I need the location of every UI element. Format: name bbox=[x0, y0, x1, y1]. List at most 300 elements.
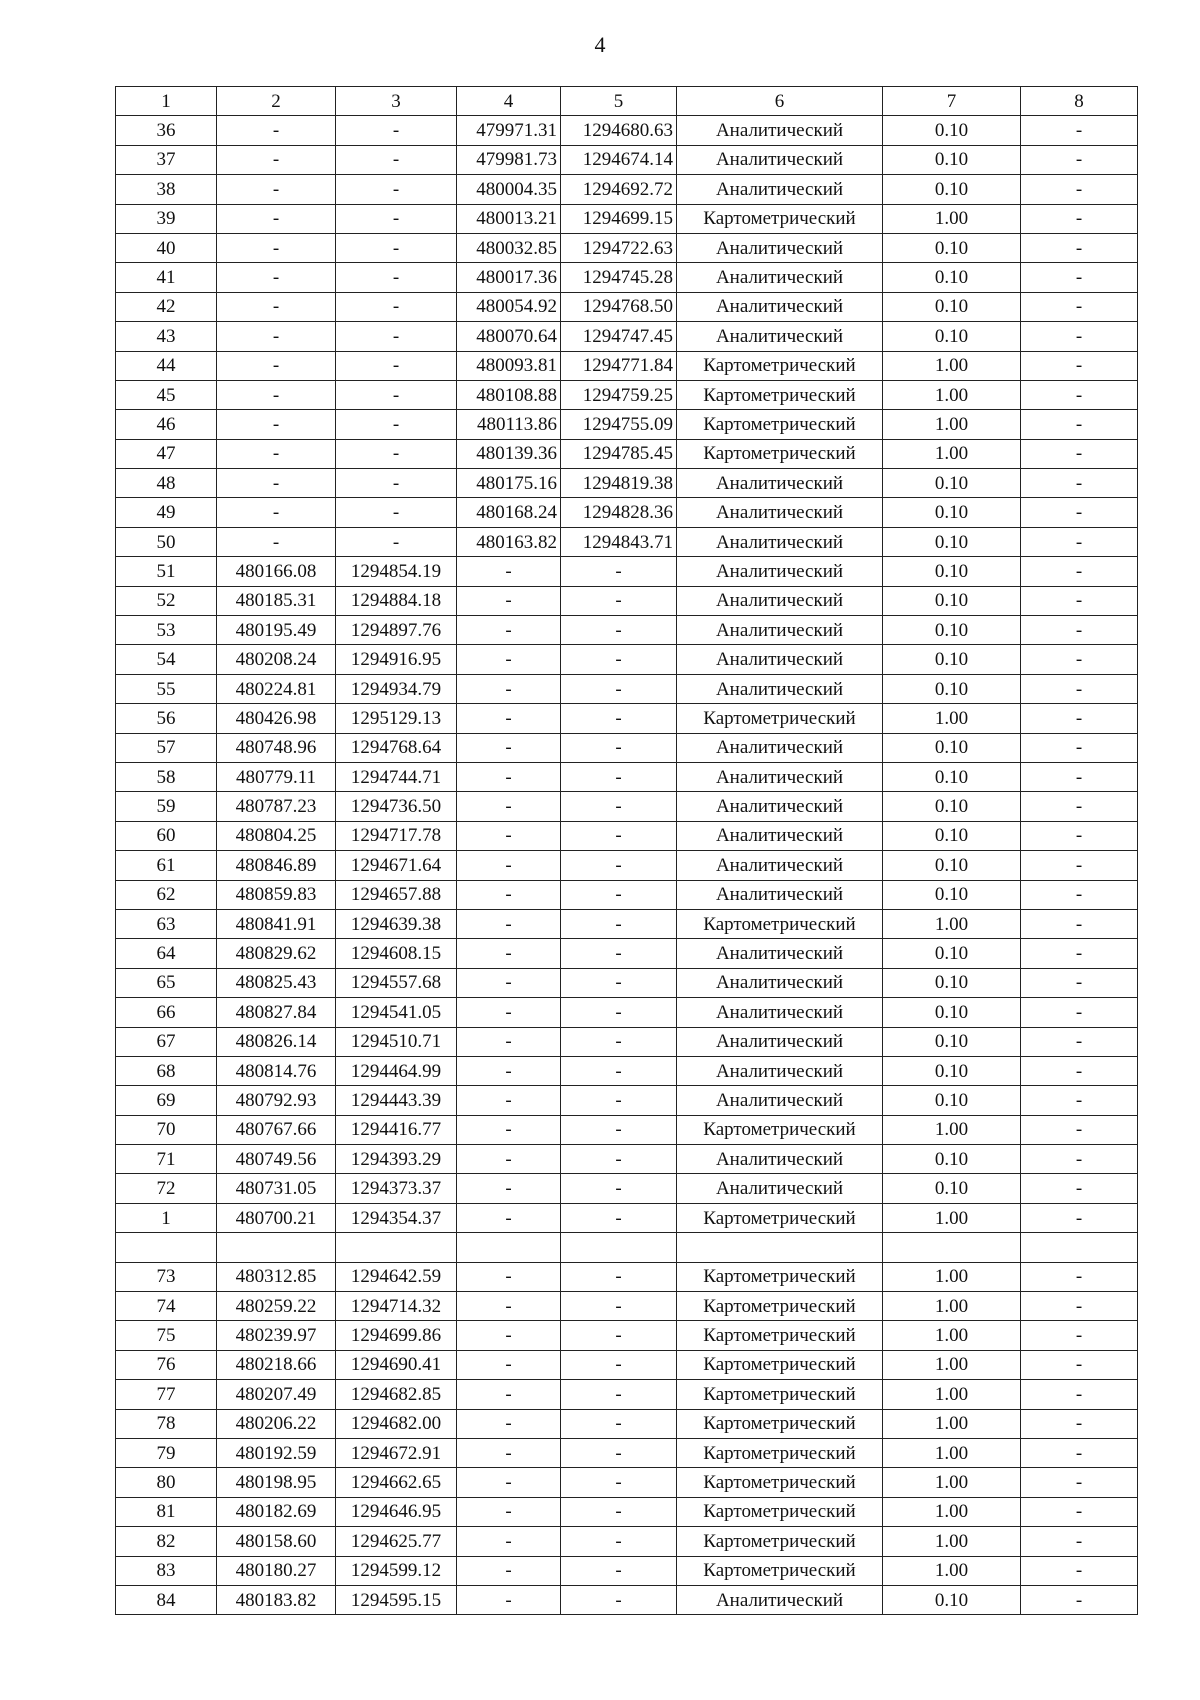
table-row bbox=[116, 1292, 1138, 1321]
table-cell: Аналитический bbox=[677, 263, 883, 292]
table-cell: Аналитический bbox=[677, 233, 883, 262]
table-cell: 1.00 bbox=[883, 1438, 1021, 1467]
table-cell: - bbox=[457, 1086, 561, 1115]
table-cell: - bbox=[336, 410, 457, 439]
table-cell: - bbox=[217, 175, 336, 204]
table-cell: 1294692.72 bbox=[561, 175, 677, 204]
table-cell: - bbox=[217, 233, 336, 262]
table-cell: 67 bbox=[116, 1027, 217, 1056]
table-row bbox=[116, 1497, 1138, 1526]
table-cell: 480218.66 bbox=[217, 1350, 336, 1379]
table-row bbox=[116, 1056, 1138, 1085]
table-cell: Аналитический bbox=[677, 851, 883, 880]
table-cell: - bbox=[1021, 674, 1138, 703]
table-cell: - bbox=[217, 410, 336, 439]
table-cell: - bbox=[561, 1497, 677, 1526]
table-cell: - bbox=[1021, 527, 1138, 556]
table-cell: - bbox=[1021, 1262, 1138, 1291]
table-cell: - bbox=[1021, 1145, 1138, 1174]
table-row bbox=[116, 1233, 1138, 1262]
table-cell: - bbox=[1021, 1497, 1138, 1526]
table-cell: 1294599.12 bbox=[336, 1556, 457, 1585]
table-cell: 1.00 bbox=[883, 1262, 1021, 1291]
table-cell bbox=[1021, 1233, 1138, 1262]
table-row bbox=[116, 762, 1138, 791]
table-cell: - bbox=[561, 704, 677, 733]
table-cell: 1294625.77 bbox=[336, 1527, 457, 1556]
table-cell: 1294690.41 bbox=[336, 1350, 457, 1379]
table-cell: 480166.08 bbox=[217, 557, 336, 586]
header-row bbox=[116, 87, 1138, 116]
table-cell: - bbox=[457, 1027, 561, 1056]
table-cell: 0.10 bbox=[883, 527, 1021, 556]
table-cell: - bbox=[457, 733, 561, 762]
table-cell: - bbox=[1021, 233, 1138, 262]
table-cell: Картометрический bbox=[677, 1527, 883, 1556]
table-cell: 1294819.38 bbox=[561, 469, 677, 498]
table-cell: - bbox=[1021, 1086, 1138, 1115]
table-cell: Картометрический bbox=[677, 410, 883, 439]
table-cell: - bbox=[457, 1262, 561, 1291]
table-row bbox=[116, 1174, 1138, 1203]
table-cell: - bbox=[561, 1292, 677, 1321]
table-cell: 480206.22 bbox=[217, 1409, 336, 1438]
table-cell: 1294674.14 bbox=[561, 145, 677, 174]
table-row bbox=[116, 1556, 1138, 1585]
table-cell: - bbox=[561, 909, 677, 938]
table-cell: - bbox=[457, 1145, 561, 1174]
table-cell: - bbox=[1021, 1115, 1138, 1144]
table-cell: 0.10 bbox=[883, 792, 1021, 821]
column-header: 4 bbox=[457, 87, 561, 116]
table-cell: 480814.76 bbox=[217, 1056, 336, 1085]
table-cell: - bbox=[1021, 1556, 1138, 1585]
table-cell: - bbox=[1021, 704, 1138, 733]
table-cell: 1.00 bbox=[883, 1203, 1021, 1232]
table-row bbox=[116, 1145, 1138, 1174]
table-row bbox=[116, 1409, 1138, 1438]
table-cell: 1294934.79 bbox=[336, 674, 457, 703]
table-cell: 0.10 bbox=[883, 851, 1021, 880]
table-row bbox=[116, 204, 1138, 233]
table-cell: - bbox=[561, 1086, 677, 1115]
table-cell: Картометрический bbox=[677, 1468, 883, 1497]
table-cell: 0.10 bbox=[883, 175, 1021, 204]
table-cell: - bbox=[457, 1527, 561, 1556]
table-cell: 73 bbox=[116, 1262, 217, 1291]
table-cell: 79 bbox=[116, 1438, 217, 1467]
table-cell: 74 bbox=[116, 1292, 217, 1321]
table-cell: - bbox=[561, 1321, 677, 1350]
table-cell: Картометрический bbox=[677, 704, 883, 733]
table-cell: - bbox=[561, 968, 677, 997]
table-cell: 1.00 bbox=[883, 410, 1021, 439]
table-row bbox=[116, 733, 1138, 762]
table-cell: - bbox=[217, 116, 336, 145]
table-cell: 1294354.37 bbox=[336, 1203, 457, 1232]
table-cell: Картометрический bbox=[677, 1292, 883, 1321]
table-cell: 1294557.68 bbox=[336, 968, 457, 997]
table-cell: - bbox=[1021, 762, 1138, 791]
table-row bbox=[116, 1203, 1138, 1232]
table-cell: 0.10 bbox=[883, 821, 1021, 850]
table-cell bbox=[116, 1233, 217, 1262]
table-cell: 59 bbox=[116, 792, 217, 821]
table-cell: 480827.84 bbox=[217, 998, 336, 1027]
table-cell: Картометрический bbox=[677, 351, 883, 380]
table-cell: 0.10 bbox=[883, 616, 1021, 645]
table-cell: - bbox=[217, 527, 336, 556]
table-row bbox=[116, 380, 1138, 409]
table-cell: 480013.21 bbox=[457, 204, 561, 233]
table-cell: 69 bbox=[116, 1086, 217, 1115]
table-cell: Картометрический bbox=[677, 1115, 883, 1144]
table-cell: - bbox=[561, 1468, 677, 1497]
table-cell: 65 bbox=[116, 968, 217, 997]
table-cell: - bbox=[1021, 557, 1138, 586]
table-cell: - bbox=[561, 1585, 677, 1614]
table-cell: - bbox=[336, 351, 457, 380]
table-cell: - bbox=[561, 821, 677, 850]
table-cell: - bbox=[561, 674, 677, 703]
table-cell: - bbox=[561, 1262, 677, 1291]
table-cell: 0.10 bbox=[883, 968, 1021, 997]
table-cell: - bbox=[1021, 380, 1138, 409]
table-cell: 1294639.38 bbox=[336, 909, 457, 938]
table-cell: - bbox=[457, 586, 561, 615]
table-cell: 480312.85 bbox=[217, 1262, 336, 1291]
table-cell: 480239.97 bbox=[217, 1321, 336, 1350]
table-cell: - bbox=[561, 1556, 677, 1585]
table-cell: Картометрический bbox=[677, 1350, 883, 1379]
table-cell: 480207.49 bbox=[217, 1380, 336, 1409]
table-cell: 1294608.15 bbox=[336, 939, 457, 968]
table-cell: 54 bbox=[116, 645, 217, 674]
table-row bbox=[116, 704, 1138, 733]
column-header: 3 bbox=[336, 87, 457, 116]
table-cell: 480185.31 bbox=[217, 586, 336, 615]
table-cell: 0.10 bbox=[883, 1086, 1021, 1115]
table-cell: 1.00 bbox=[883, 1497, 1021, 1526]
table-row bbox=[116, 322, 1138, 351]
table-cell: 1294416.77 bbox=[336, 1115, 457, 1144]
table-cell: - bbox=[1021, 1174, 1138, 1203]
table-row bbox=[116, 792, 1138, 821]
table-cell: 66 bbox=[116, 998, 217, 1027]
table-cell: - bbox=[1021, 1409, 1138, 1438]
table-cell: 1294510.71 bbox=[336, 1027, 457, 1056]
table-cell: - bbox=[457, 762, 561, 791]
table-cell: 40 bbox=[116, 233, 217, 262]
table-cell: 480183.82 bbox=[217, 1585, 336, 1614]
table-cell: - bbox=[561, 586, 677, 615]
table-cell: 84 bbox=[116, 1585, 217, 1614]
table-cell: - bbox=[1021, 204, 1138, 233]
table-cell: - bbox=[561, 880, 677, 909]
table-cell: 51 bbox=[116, 557, 217, 586]
table-cell: 480826.14 bbox=[217, 1027, 336, 1056]
table-cell: - bbox=[457, 909, 561, 938]
table-cell: - bbox=[457, 1350, 561, 1379]
table-cell: - bbox=[1021, 263, 1138, 292]
table-cell: 37 bbox=[116, 145, 217, 174]
table-cell: Аналитический bbox=[677, 1145, 883, 1174]
table-cell: - bbox=[561, 1380, 677, 1409]
table-cell: 480829.62 bbox=[217, 939, 336, 968]
table-cell: - bbox=[561, 1174, 677, 1203]
table-row bbox=[116, 498, 1138, 527]
table-cell: 480163.82 bbox=[457, 527, 561, 556]
column-header: 2 bbox=[217, 87, 336, 116]
table-cell: 1294768.50 bbox=[561, 292, 677, 321]
table-cell: 81 bbox=[116, 1497, 217, 1526]
table-cell: 1.00 bbox=[883, 1556, 1021, 1585]
table-cell: - bbox=[1021, 1585, 1138, 1614]
table-cell: 1.00 bbox=[883, 439, 1021, 468]
table-cell: - bbox=[457, 1468, 561, 1497]
table-cell: - bbox=[457, 674, 561, 703]
table-cell: 82 bbox=[116, 1527, 217, 1556]
table-cell: - bbox=[1021, 322, 1138, 351]
table-row bbox=[116, 645, 1138, 674]
table-cell: - bbox=[561, 762, 677, 791]
table-cell: - bbox=[217, 204, 336, 233]
table-cell: - bbox=[561, 939, 677, 968]
column-header: 8 bbox=[1021, 87, 1138, 116]
table-cell bbox=[217, 1233, 336, 1262]
table-cell: - bbox=[217, 498, 336, 527]
table-cell: Аналитический bbox=[677, 998, 883, 1027]
table-cell: - bbox=[457, 616, 561, 645]
table-cell: - bbox=[457, 939, 561, 968]
table-cell: - bbox=[457, 821, 561, 850]
table-cell: 1294768.64 bbox=[336, 733, 457, 762]
table-cell: - bbox=[1021, 939, 1138, 968]
table-cell: 56 bbox=[116, 704, 217, 733]
table-cell: 0.10 bbox=[883, 586, 1021, 615]
table-cell: Аналитический bbox=[677, 792, 883, 821]
table-row bbox=[116, 968, 1138, 997]
table-cell: 1294646.95 bbox=[336, 1497, 457, 1526]
table-cell bbox=[457, 1233, 561, 1262]
table-cell: 0.10 bbox=[883, 145, 1021, 174]
table-cell: 57 bbox=[116, 733, 217, 762]
table-cell: - bbox=[561, 733, 677, 762]
table-cell: Аналитический bbox=[677, 880, 883, 909]
table-cell: 1 bbox=[116, 1203, 217, 1232]
table-cell: 1295129.13 bbox=[336, 704, 457, 733]
table-cell: - bbox=[561, 1438, 677, 1467]
table-cell: - bbox=[217, 292, 336, 321]
table-cell: - bbox=[457, 792, 561, 821]
table-cell: - bbox=[1021, 968, 1138, 997]
table-cell: 0.10 bbox=[883, 116, 1021, 145]
table-cell: 49 bbox=[116, 498, 217, 527]
table-cell: Картометрический bbox=[677, 909, 883, 938]
table-row bbox=[116, 1438, 1138, 1467]
table-cell: 78 bbox=[116, 1409, 217, 1438]
table-cell: - bbox=[561, 645, 677, 674]
table-cell: - bbox=[1021, 1380, 1138, 1409]
table-cell: - bbox=[561, 1409, 677, 1438]
table-cell: 480108.88 bbox=[457, 380, 561, 409]
table-cell: 480859.83 bbox=[217, 880, 336, 909]
table-cell: 53 bbox=[116, 616, 217, 645]
table-cell: 480093.81 bbox=[457, 351, 561, 380]
table-cell: 71 bbox=[116, 1145, 217, 1174]
table-cell: 480113.86 bbox=[457, 410, 561, 439]
table-cell: 83 bbox=[116, 1556, 217, 1585]
table-cell: 0.10 bbox=[883, 880, 1021, 909]
table-cell: - bbox=[457, 880, 561, 909]
table-cell: 480792.93 bbox=[217, 1086, 336, 1115]
table-cell: 52 bbox=[116, 586, 217, 615]
table-cell: Картометрический bbox=[677, 1380, 883, 1409]
table-cell: 1294722.63 bbox=[561, 233, 677, 262]
table-row bbox=[116, 1585, 1138, 1614]
table-cell: 0.10 bbox=[883, 1027, 1021, 1056]
table-cell: Аналитический bbox=[677, 645, 883, 674]
table-cell: - bbox=[336, 292, 457, 321]
table-row bbox=[116, 469, 1138, 498]
table-row bbox=[116, 909, 1138, 938]
table-cell: - bbox=[561, 1203, 677, 1232]
table-cell: 480017.36 bbox=[457, 263, 561, 292]
table-cell: - bbox=[336, 439, 457, 468]
table-cell: 480731.05 bbox=[217, 1174, 336, 1203]
table-cell: 1294671.64 bbox=[336, 851, 457, 880]
table-cell: 0.10 bbox=[883, 762, 1021, 791]
table-cell: 1294699.86 bbox=[336, 1321, 457, 1350]
table-cell: 70 bbox=[116, 1115, 217, 1144]
table-cell: 45 bbox=[116, 380, 217, 409]
table-cell: 1294595.15 bbox=[336, 1585, 457, 1614]
table-cell: - bbox=[1021, 175, 1138, 204]
table-cell: 43 bbox=[116, 322, 217, 351]
table-cell: - bbox=[1021, 880, 1138, 909]
table-cell: 480182.69 bbox=[217, 1497, 336, 1526]
table-cell: 480195.49 bbox=[217, 616, 336, 645]
table-cell: 48 bbox=[116, 469, 217, 498]
table-cell: - bbox=[217, 145, 336, 174]
table-cell: 42 bbox=[116, 292, 217, 321]
table-cell: - bbox=[457, 1438, 561, 1467]
table-row bbox=[116, 1086, 1138, 1115]
table-cell: 479981.73 bbox=[457, 145, 561, 174]
table-cell: 480426.98 bbox=[217, 704, 336, 733]
table-cell: 0.10 bbox=[883, 733, 1021, 762]
table-cell: - bbox=[1021, 1321, 1138, 1350]
table-row bbox=[116, 1321, 1138, 1350]
table-cell: Аналитический bbox=[677, 674, 883, 703]
table-row bbox=[116, 1027, 1138, 1056]
table-cell: - bbox=[336, 469, 457, 498]
table-row bbox=[116, 1527, 1138, 1556]
table-cell: 64 bbox=[116, 939, 217, 968]
table-cell: - bbox=[457, 1292, 561, 1321]
table-cell: - bbox=[561, 1527, 677, 1556]
table-cell: - bbox=[1021, 1292, 1138, 1321]
table-cell: 60 bbox=[116, 821, 217, 850]
table-cell: 1294884.18 bbox=[336, 586, 457, 615]
table-cell: 0.10 bbox=[883, 557, 1021, 586]
table-cell bbox=[883, 1233, 1021, 1262]
table-cell: Аналитический bbox=[677, 586, 883, 615]
table-cell: Картометрический bbox=[677, 1262, 883, 1291]
table-cell: 1.00 bbox=[883, 351, 1021, 380]
table-row bbox=[116, 1468, 1138, 1497]
table-row bbox=[116, 1350, 1138, 1379]
table-cell: Аналитический bbox=[677, 527, 883, 556]
table-cell: Аналитический bbox=[677, 1086, 883, 1115]
table-cell: 480192.59 bbox=[217, 1438, 336, 1467]
table-cell: 1.00 bbox=[883, 1468, 1021, 1497]
table-cell: 480767.66 bbox=[217, 1115, 336, 1144]
table-cell: - bbox=[561, 1145, 677, 1174]
table-cell: 480825.43 bbox=[217, 968, 336, 997]
table-row bbox=[116, 527, 1138, 556]
table-cell: - bbox=[1021, 586, 1138, 615]
table-cell: 1.00 bbox=[883, 1292, 1021, 1321]
table-cell: 62 bbox=[116, 880, 217, 909]
table-cell: 1294642.59 bbox=[336, 1262, 457, 1291]
table-cell: - bbox=[561, 1115, 677, 1144]
table-cell: - bbox=[1021, 498, 1138, 527]
table-cell: - bbox=[1021, 439, 1138, 468]
table-cell: - bbox=[457, 1409, 561, 1438]
table-cell: Аналитический bbox=[677, 1027, 883, 1056]
table-cell: Аналитический bbox=[677, 116, 883, 145]
table-cell: 480779.11 bbox=[217, 762, 336, 791]
table-cell: Аналитический bbox=[677, 145, 883, 174]
table-cell: 0.10 bbox=[883, 263, 1021, 292]
table-cell: 480748.96 bbox=[217, 733, 336, 762]
table-cell: Аналитический bbox=[677, 762, 883, 791]
table-cell: 36 bbox=[116, 116, 217, 145]
table-cell bbox=[561, 1233, 677, 1262]
table-cell: 1294717.78 bbox=[336, 821, 457, 850]
table-cell bbox=[677, 1233, 883, 1262]
table-cell: - bbox=[457, 1115, 561, 1144]
table-cell: 1294747.45 bbox=[561, 322, 677, 351]
table-row bbox=[116, 998, 1138, 1027]
table-cell: 1.00 bbox=[883, 204, 1021, 233]
table-cell: 38 bbox=[116, 175, 217, 204]
table-cell: 480259.22 bbox=[217, 1292, 336, 1321]
table-cell: - bbox=[457, 851, 561, 880]
table-cell: - bbox=[561, 616, 677, 645]
table-cell: - bbox=[457, 557, 561, 586]
table-row bbox=[116, 1115, 1138, 1144]
table-cell: - bbox=[457, 1556, 561, 1585]
table-cell: 0.10 bbox=[883, 645, 1021, 674]
table-cell: Аналитический bbox=[677, 616, 883, 645]
table-cell: Аналитический bbox=[677, 469, 883, 498]
table-row bbox=[116, 939, 1138, 968]
table-cell: 1.00 bbox=[883, 1527, 1021, 1556]
table-cell: 480070.64 bbox=[457, 322, 561, 351]
table-cell: 0.10 bbox=[883, 939, 1021, 968]
table-cell: 1.00 bbox=[883, 909, 1021, 938]
table-cell: 1294373.37 bbox=[336, 1174, 457, 1203]
table-row bbox=[116, 1380, 1138, 1409]
table-cell: 47 bbox=[116, 439, 217, 468]
table-cell: - bbox=[336, 527, 457, 556]
table-cell: - bbox=[336, 204, 457, 233]
table-cell: Аналитический bbox=[677, 1585, 883, 1614]
table-cell: 1294393.29 bbox=[336, 1145, 457, 1174]
table-cell: 77 bbox=[116, 1380, 217, 1409]
